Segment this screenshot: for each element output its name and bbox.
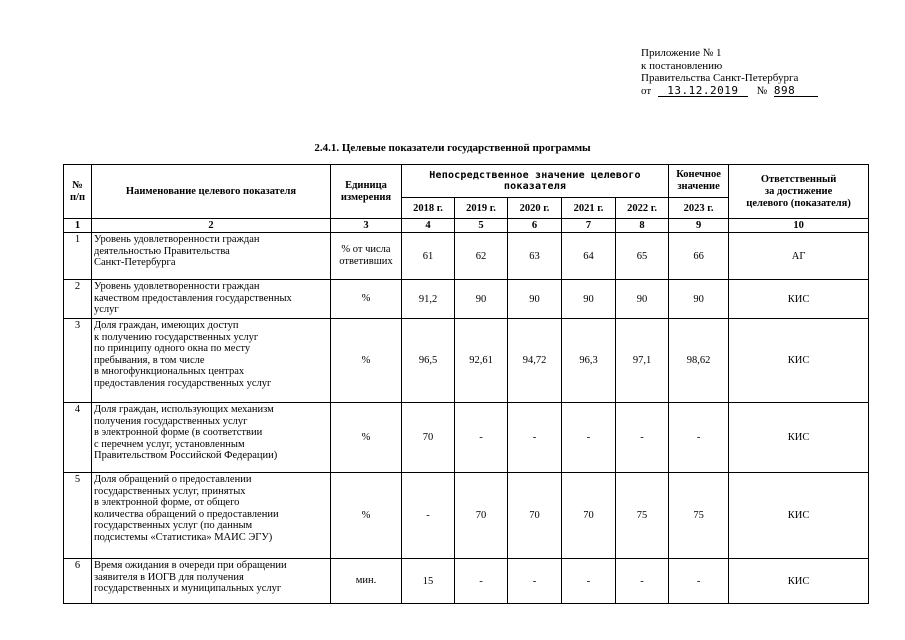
final-value-cell: 66 [669,233,729,280]
year-value-cell: 90 [562,280,616,319]
year-value-cell: 70 [508,473,562,559]
col-number: 3 [331,219,402,233]
unit-cell: % [331,403,402,473]
final-value-cell: 98,62 [669,319,729,403]
table-row [64,319,869,403]
final-value-cell: - [669,403,729,473]
resolution-date: 13.12.2019 [658,85,748,97]
column-numbers-row [64,219,869,233]
col-number: 8 [616,219,669,233]
appendix-line-1: Приложение № 1 [641,47,722,59]
year-value-cell: 70 [455,473,508,559]
col-number: 7 [562,219,616,233]
year-value-cell: 90 [508,280,562,319]
year-value-cell: 62 [455,233,508,280]
unit-cell: % [331,280,402,319]
final-value-cell: 75 [669,473,729,559]
year-value-cell: 70 [402,403,455,473]
year-value-cell: - [508,559,562,604]
header-final-value: Конечное значение [669,165,729,198]
col-number: 9 [669,219,729,233]
row-number: 6 [64,559,92,604]
year-value-cell: 96,5 [402,319,455,403]
header-responsible: Ответственный за достижение целевого (показателя) [729,165,869,219]
resolution-number: 898 [774,85,818,97]
from-label: от [641,84,652,97]
header-name: Наименование целевого показателя [92,165,331,219]
indicator-name: Доля граждан, имеющих доступ к получению государственных услуг по принципу одного окна по месту пребывания, в том числе в многофункциональных центрах предоставления государственных услуг [92,319,331,403]
row-number: 1 [64,233,92,280]
year-value-cell: 90 [455,280,508,319]
header-year-2020: 2020 г. [508,198,562,219]
year-value-cell: 90 [616,280,669,319]
year-value-cell: - [616,559,669,604]
appendix-signature-line [641,85,818,98]
indicators-table [63,164,869,604]
row-number: 2 [64,280,92,319]
indicator-name: Доля обращений о предоставлении государственных услуг, принятых в электронной форме, от общего количества обращений о предоставлении государственных услуг (по данным подсистемы «Статистика» МАИС ЭГУ) [92,473,331,559]
year-value-cell: 75 [616,473,669,559]
year-value-cell: 96,3 [562,319,616,403]
year-value-cell: - [562,559,616,604]
year-value-cell: 63 [508,233,562,280]
year-value-cell: - [616,403,669,473]
col-number: 5 [455,219,508,233]
header-year-2021: 2021 г. [562,198,616,219]
year-value-cell: - [455,403,508,473]
year-value-cell: 61 [402,233,455,280]
header-direct-value: Непосредственное значение целевого показателя [402,165,669,198]
year-value-cell: - [508,403,562,473]
year-value-cell: 70 [562,473,616,559]
appendix-block [641,47,818,97]
year-value-cell: 91,2 [402,280,455,319]
col-number: 2 [92,219,331,233]
row-number: 5 [64,473,92,559]
unit-cell: % от числа ответивших [331,233,402,280]
header-row-1 [64,165,869,198]
responsible-cell: КИС [729,559,869,604]
col-number: 1 [64,219,92,233]
year-value-cell: 92,61 [455,319,508,403]
header-year-2019: 2019 г. [455,198,508,219]
header-unit: Единица измерения [331,165,402,219]
responsible-cell: КИС [729,473,869,559]
col-number: 6 [508,219,562,233]
unit-cell: % [331,319,402,403]
responsible-cell: КИС [729,403,869,473]
year-value-cell: - [402,473,455,559]
col-number: 4 [402,219,455,233]
unit-cell: % [331,473,402,559]
header-year-2022: 2022 г. [616,198,669,219]
header-num: № п/п [64,165,92,219]
indicator-name: Уровень удовлетворенности граждан качеством предоставления государственных услуг [92,280,331,319]
year-value-cell: 15 [402,559,455,604]
indicator-name: Уровень удовлетворенности граждан деятельностью Правительства Санкт-Петербурга [92,233,331,280]
header-year-2018: 2018 г. [402,198,455,219]
indicator-name: Доля граждан, использующих механизм получения государственных услуг в электронной форме (в соответствии с перечнем услуг, установленным Правительством Российской Федерации) [92,403,331,473]
col-number: 10 [729,219,869,233]
table-row [64,233,869,280]
year-value-cell: 97,1 [616,319,669,403]
appendix-line-3: Правительства Санкт-Петербурга [641,72,799,84]
indicator-name: Время ожидания в очереди при обращении заявителя в ИОГВ для получения государственных и муниципальных услуг [92,559,331,604]
year-value-cell: - [455,559,508,604]
table-row [64,473,869,559]
section-title: 2.4.1. Целевые показатели государственной программы [314,142,591,154]
year-value-cell: 94,72 [508,319,562,403]
number-label: № [756,84,768,97]
year-value-cell: - [562,403,616,473]
year-value-cell: 65 [616,233,669,280]
responsible-cell: КИС [729,319,869,403]
final-value-cell: 90 [669,280,729,319]
table-row [64,403,869,473]
table-row [64,559,869,604]
row-number: 4 [64,403,92,473]
table-row [64,280,869,319]
responsible-cell: КИС [729,280,869,319]
appendix-line-2: к постановлению [641,59,723,72]
final-value-cell: - [669,559,729,604]
unit-cell: мин. [331,559,402,604]
year-value-cell: 64 [562,233,616,280]
responsible-cell: АГ [729,233,869,280]
header-year-2023: 2023 г. [669,198,729,219]
row-number: 3 [64,319,92,403]
